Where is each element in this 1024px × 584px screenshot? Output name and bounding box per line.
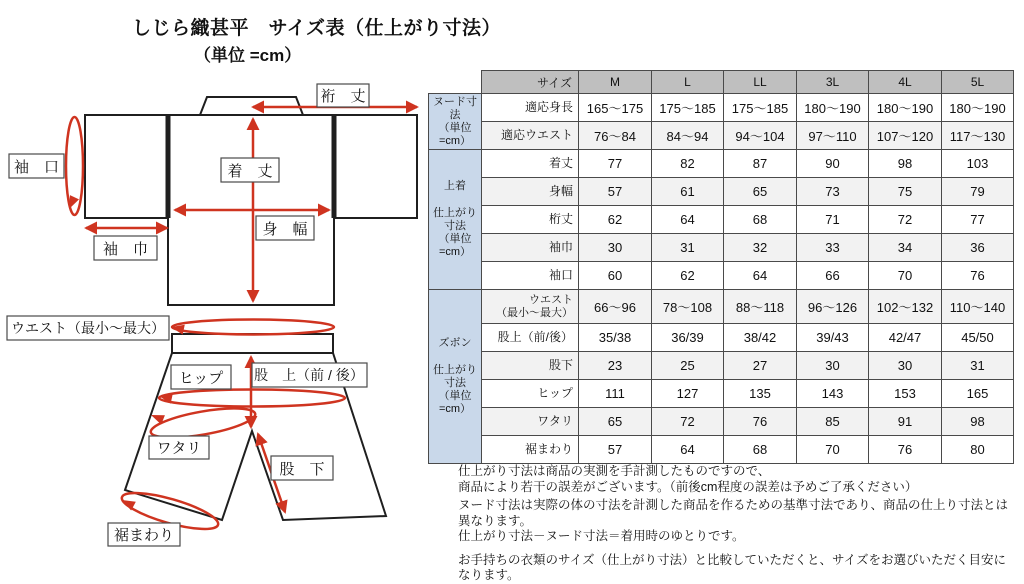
kitake-label <box>221 158 279 182</box>
group-nude-size: ヌード寸法 （単位=cm） <box>429 94 482 150</box>
table-header-row <box>429 71 1014 94</box>
svg-text:ウエスト（最小～最大）: ウエスト（最小～最大） <box>11 320 165 336</box>
sodeguchi-label <box>9 154 64 178</box>
svg-text:裄 丈: 裄 丈 <box>320 88 366 105</box>
row-label: 股上（前/後） <box>482 324 579 352</box>
row-label: ウエスト （最小～最大） <box>482 290 579 324</box>
row-label: 股下 <box>482 352 579 380</box>
table-row: 上着 仕上がり 寸法 （単位=cm） 着丈 77 82 87 90 98 103 <box>429 150 1014 178</box>
rise-label <box>252 363 367 387</box>
table-row: ヌード寸法 （単位=cm） 適応身長 165～175 175～185 175～185 180～190 180～190 180～190 <box>429 94 1014 122</box>
size-col-3l: 3L <box>797 71 869 94</box>
inseam-label <box>271 456 333 480</box>
footnote-line: 商品により若干の誤差がございます。（前後cm程度の誤差は予めご了承ください） <box>458 479 918 494</box>
pants-outline-drawing <box>125 334 386 520</box>
svg-text:裾まわり: 裾まわり <box>113 527 175 544</box>
waist-ellipse <box>172 320 334 335</box>
mihaba-label <box>256 216 314 240</box>
row-label: 適応ウエスト <box>482 122 579 150</box>
svg-text:身 幅: 身 幅 <box>262 221 308 238</box>
table-row: 袖巾 30 31 32 33 34 36 <box>429 234 1014 262</box>
svg-text:ヒップ: ヒップ <box>178 370 224 387</box>
row-label: 着丈 <box>482 150 579 178</box>
table-row: 股下 23 25 27 30 30 31 <box>429 352 1014 380</box>
row-label: 桁丈 <box>482 206 579 234</box>
watari-label <box>149 436 209 459</box>
table-row: 裾まわり 57 64 68 70 76 80 <box>429 436 1014 464</box>
table-row: 袖口 60 62 64 66 70 76 <box>429 262 1014 290</box>
svg-text:股 下: 股 下 <box>279 461 325 478</box>
hip-label <box>171 365 231 389</box>
size-table <box>428 70 1014 464</box>
table-row: 身幅 57 61 65 73 75 79 <box>429 178 1014 206</box>
svg-text:着 丈: 着 丈 <box>227 163 273 180</box>
footnote-line: お手持ちの衣類のサイズ（仕上がり寸法）と比較していただくと、サイズをお選びいただく目安になります。 <box>458 552 1007 582</box>
footnote-line: 仕上がり寸法は商品の実測を手計測したものですので、 <box>458 464 771 478</box>
group-pants: ズボン 仕上がり 寸法 （単位=cm） <box>429 290 482 464</box>
size-col-m: M <box>579 71 652 94</box>
sodehaba-label <box>94 236 157 260</box>
table-corner <box>429 71 482 94</box>
svg-text:ワタリ: ワタリ <box>156 440 202 457</box>
row-label: 裾まわり <box>482 436 579 464</box>
footnote-line: 仕上がり寸法－ヌード寸法＝着用時のゆとりです。 <box>458 529 745 543</box>
size-col-5l: 5L <box>942 71 1014 94</box>
jacket-outline-drawing <box>85 97 417 305</box>
jacket-left-sleeve <box>85 115 168 218</box>
size-col-l: L <box>652 71 724 94</box>
svg-text:股 上（前 / 後）: 股 上（前 / 後） <box>254 367 364 383</box>
table-row: ズボン 仕上がり 寸法 （単位=cm） ウエスト （最小～最大） 66～96 78～108 88～118 96～126 102～132 110～140 <box>429 290 1014 324</box>
measurement-diagram <box>0 0 430 560</box>
row-label: 適応身長 <box>482 94 579 122</box>
table-row: ヒップ 111 127 135 143 153 165 <box>429 380 1014 408</box>
table-row: 股上（前/後） 35/38 36/39 38/42 39/43 42/47 45/50 <box>429 324 1014 352</box>
page-subtitle: （単位 =cm） <box>194 46 302 65</box>
jacket-right-sleeve <box>334 115 417 218</box>
waist-label <box>7 316 169 340</box>
group-jacket: 上着 仕上がり 寸法 （単位=cm） <box>429 150 482 290</box>
footnotes <box>458 464 1018 584</box>
svg-text:袖 巾: 袖 巾 <box>102 241 149 258</box>
sodeguchi-arrowhead <box>64 195 79 211</box>
row-label: 袖巾 <box>482 234 579 262</box>
size-col-ll: LL <box>724 71 797 94</box>
svg-text:袖 口: 袖 口 <box>13 159 60 176</box>
size-col-4l: 4L <box>869 71 942 94</box>
row-label: 袖口 <box>482 262 579 290</box>
size-header-label: サイズ <box>482 71 579 94</box>
page-title: しじら織甚平 サイズ表（仕上がり寸法） <box>132 18 501 39</box>
row-label: ワタリ <box>482 408 579 436</box>
pants-waistband <box>172 334 333 353</box>
table-row: 桁丈 62 64 68 71 72 77 <box>429 206 1014 234</box>
row-label: 身幅 <box>482 178 579 206</box>
table-row: 適応ウエスト 76～84 84～94 94～104 97～110 107～120 117～130 <box>429 122 1014 150</box>
table-row: ワタリ 65 72 76 85 91 98 <box>429 408 1014 436</box>
yukitake-label <box>317 84 369 107</box>
hem-label <box>108 523 180 546</box>
row-label: ヒップ <box>482 380 579 408</box>
footnote-line: ヌード寸法は実際の体の寸法を計測した商品を作るための基準寸法であり、商品の仕上り寸法とは異なります。 <box>458 498 1009 528</box>
